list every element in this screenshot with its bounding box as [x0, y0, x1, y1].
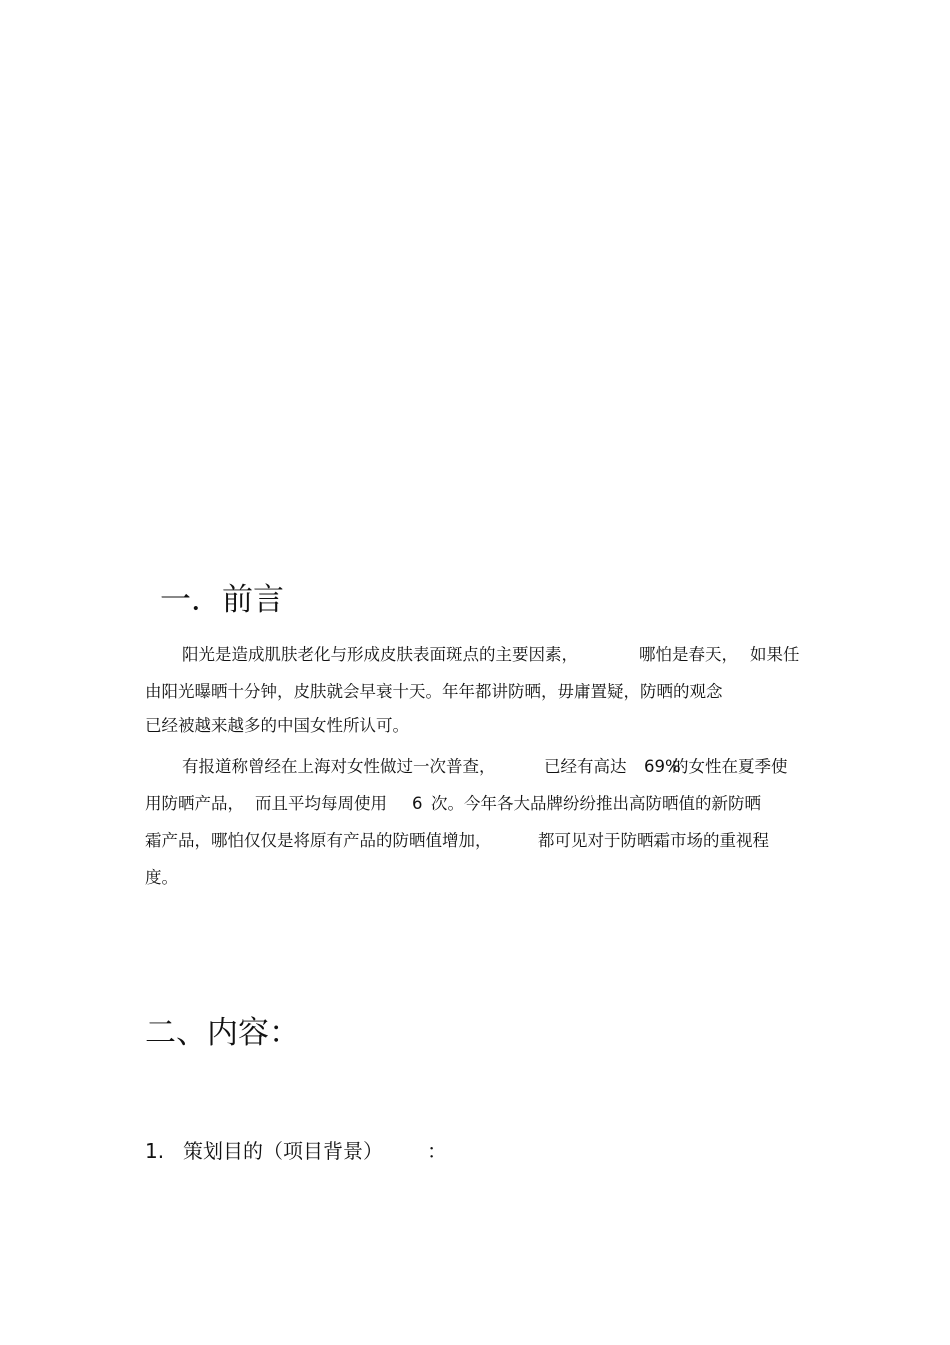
- subsection-colon: ：: [427, 1139, 447, 1163]
- text-segment: 如果任: [750, 645, 800, 664]
- preface-para2-line4: 度。: [145, 868, 178, 887]
- preface-heading: 一．前言: [160, 582, 284, 618]
- text-segment: 阳光是造成肌肤老化与形成皮肤表面斑点的主要因素，: [182, 645, 578, 664]
- count-value: 6: [412, 794, 423, 813]
- text-segment: 已经有高达: [544, 757, 627, 776]
- content-heading: 二、内容：: [145, 1015, 300, 1051]
- text-segment: 有报道称曾经在上海对女性做过一次普查，: [182, 757, 496, 776]
- text-segment: 霜产品，哪怕仅仅是将原有产品的防晒值增加，: [145, 831, 492, 850]
- subsection-title: 策划目的（项目背景）: [183, 1139, 383, 1163]
- percentage-value: 69%: [644, 757, 681, 776]
- text-segment: 都可见对于防晒霜市场的重视程: [538, 831, 769, 850]
- subsection-number: 1.: [145, 1139, 165, 1163]
- text-segment: 的女性在夏季使: [672, 757, 788, 776]
- text-segment: 用防晒产品，: [145, 794, 244, 813]
- preface-para1-line3: 已经被越来越多的中国女性所认可。: [145, 716, 409, 735]
- text-segment: 而且平均每周使用: [255, 794, 387, 813]
- preface-para1-line2: 由阳光曝晒十分钟，皮肤就会早衰十天。年年都讲防晒，毋庸置疑，防晒的观念: [145, 682, 723, 701]
- text-segment: 哪怕是春天，: [639, 645, 738, 664]
- text-segment: 次。今年各大品牌纷纷推出高防晒值的新防晒: [431, 794, 761, 813]
